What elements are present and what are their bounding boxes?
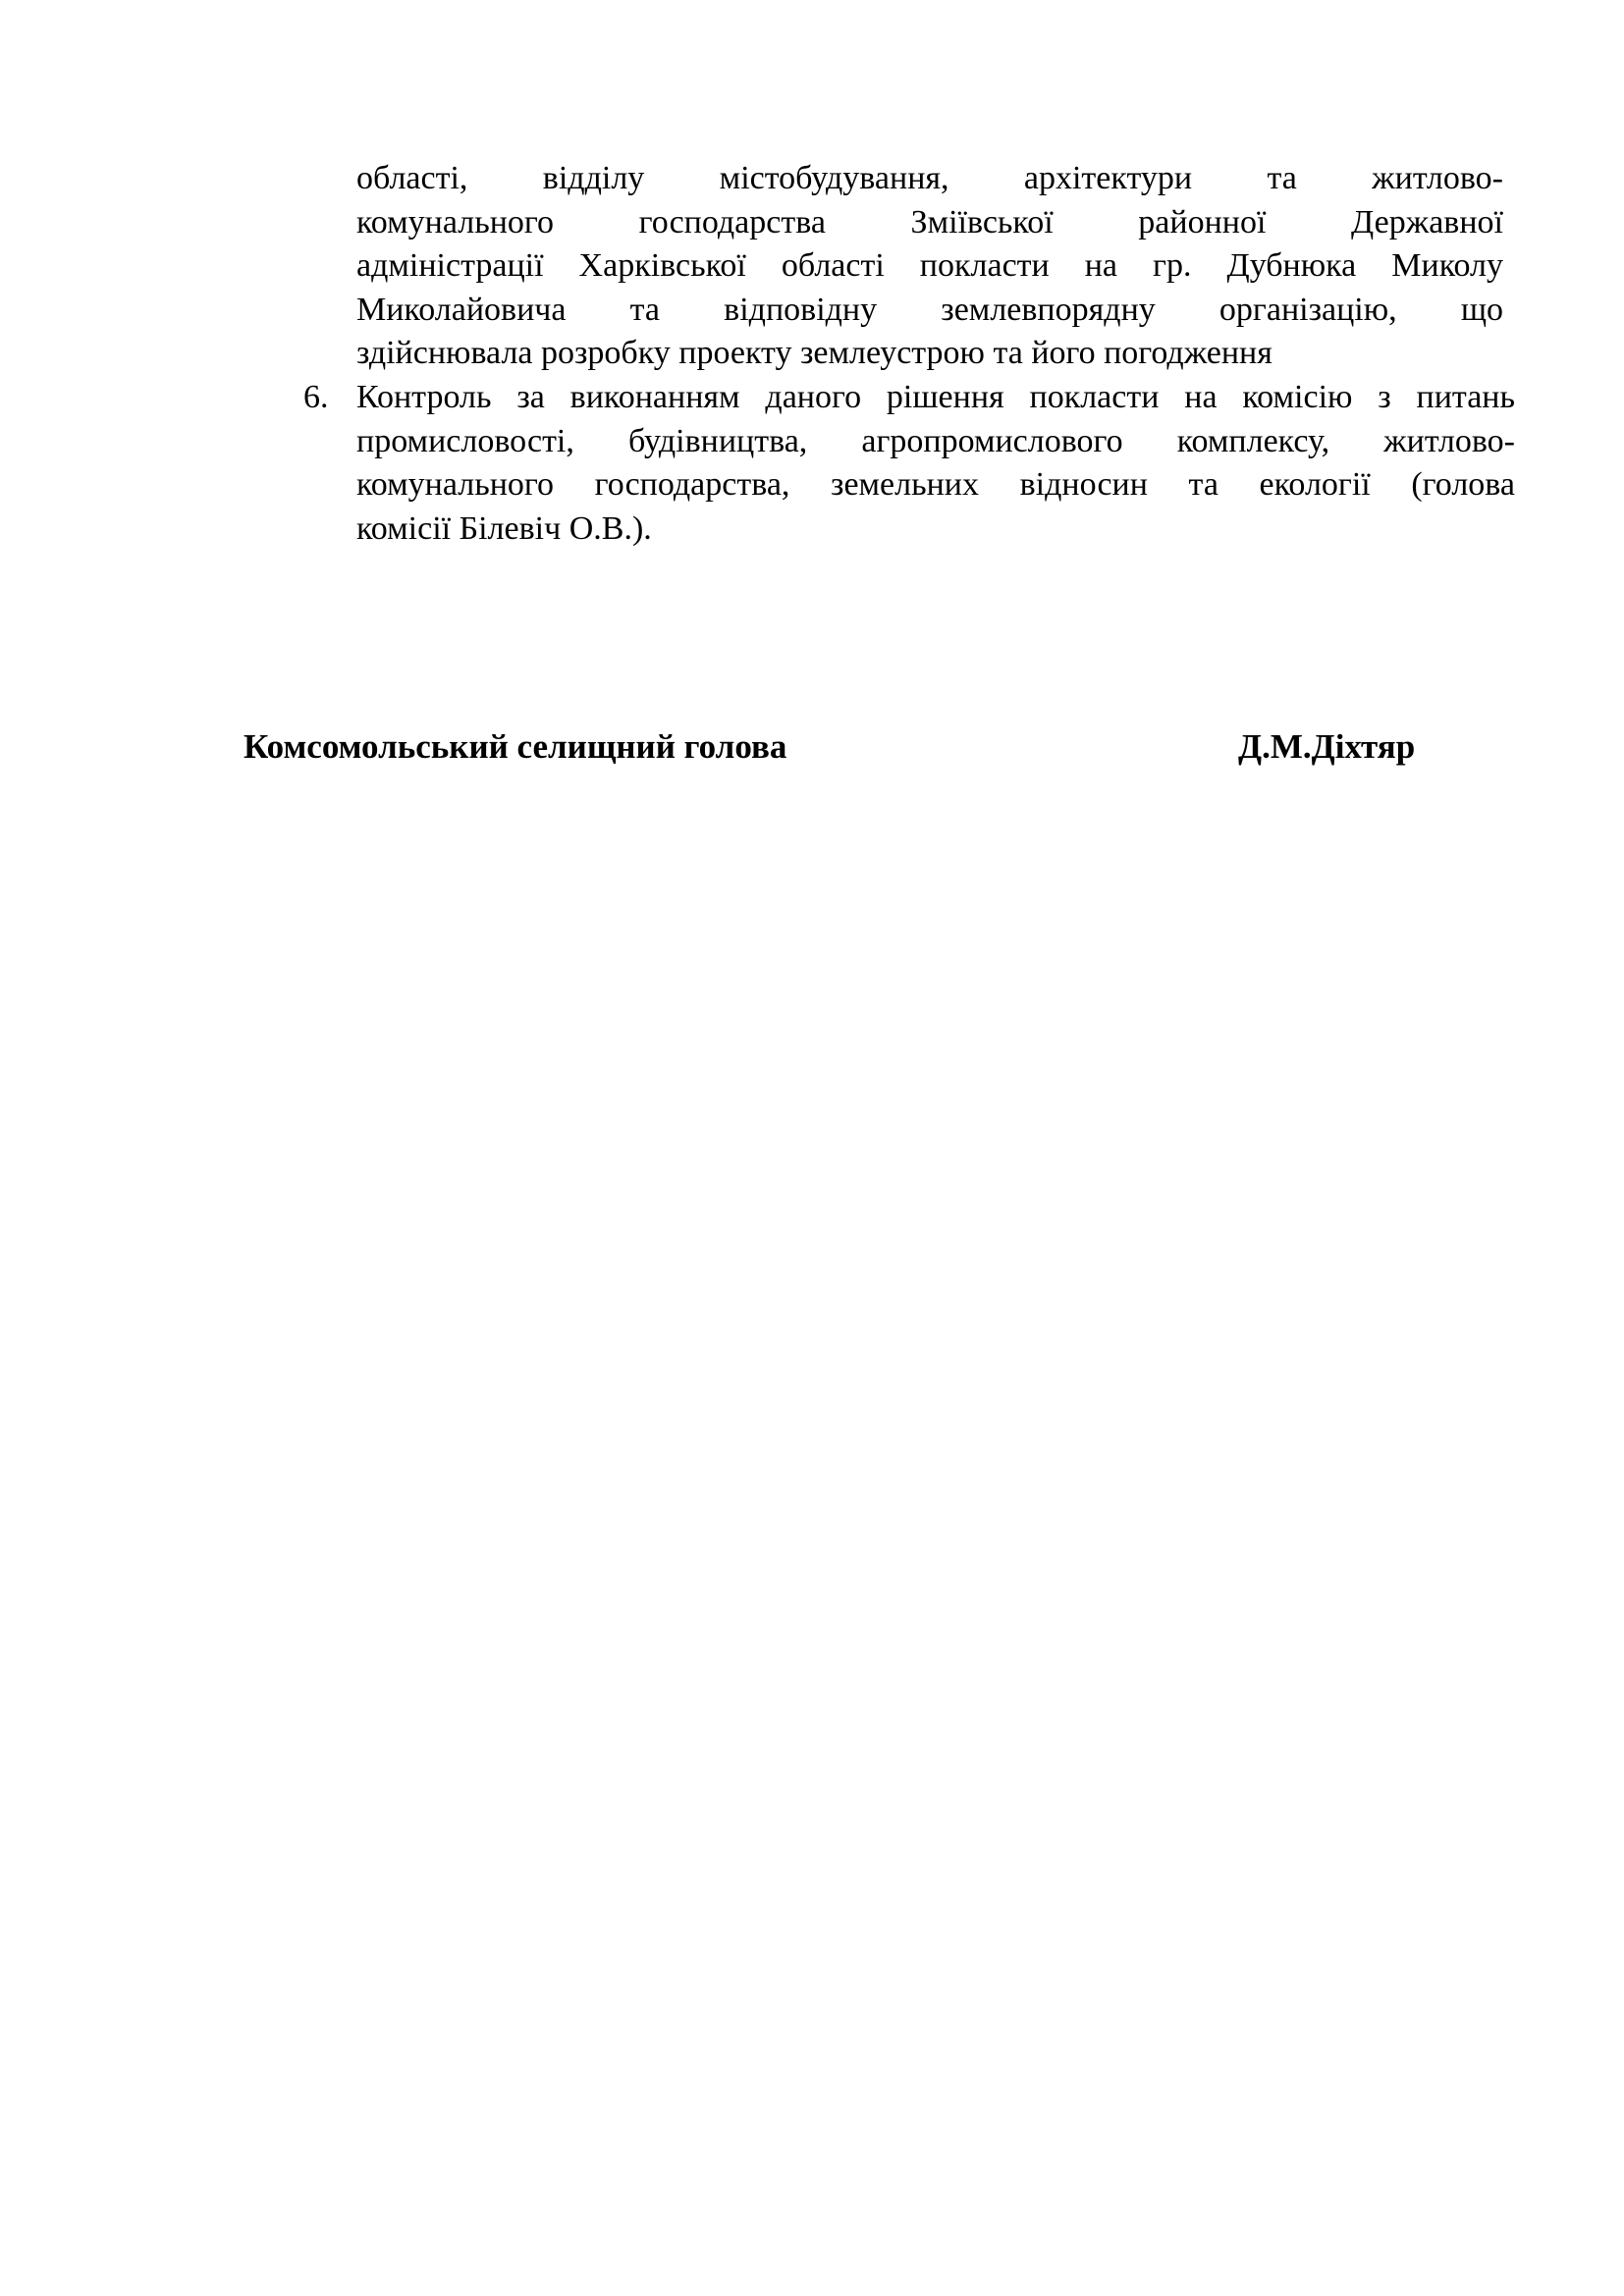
list-item-6: [356, 376, 1515, 551]
text-line: області, відділу містобудування, архітектури та житлово-: [356, 160, 1503, 196]
text-line: промисловості, будівництва, агропромислового комплексу, житлово-: [356, 422, 1515, 459]
text-line: адміністрації Харківської області покласти на гр. Дубнюка Миколу: [356, 247, 1503, 284]
text-line: здійснювала розробку проекту землеустрою та його погодження: [356, 335, 1272, 371]
paragraph-continuation: [356, 157, 1503, 376]
text-line: Контроль за виконанням даного рішення покласти на комісію з питань: [356, 379, 1515, 415]
text-line: комунального господарства Зміївської районної Державної: [356, 203, 1503, 240]
text-line: комісії Білевіч О.В.).: [356, 509, 652, 547]
signature-title: Комсомольський селищний голова: [244, 727, 787, 766]
text-line: комунального господарства, земельних відносин та екології (голова: [356, 466, 1515, 503]
text-line: Миколайовича та відповідну землевпорядну організацію, що: [356, 291, 1503, 328]
signature-name: Д.М.Діхтяр: [1238, 727, 1416, 766]
list-item-number: 6.: [303, 379, 329, 415]
